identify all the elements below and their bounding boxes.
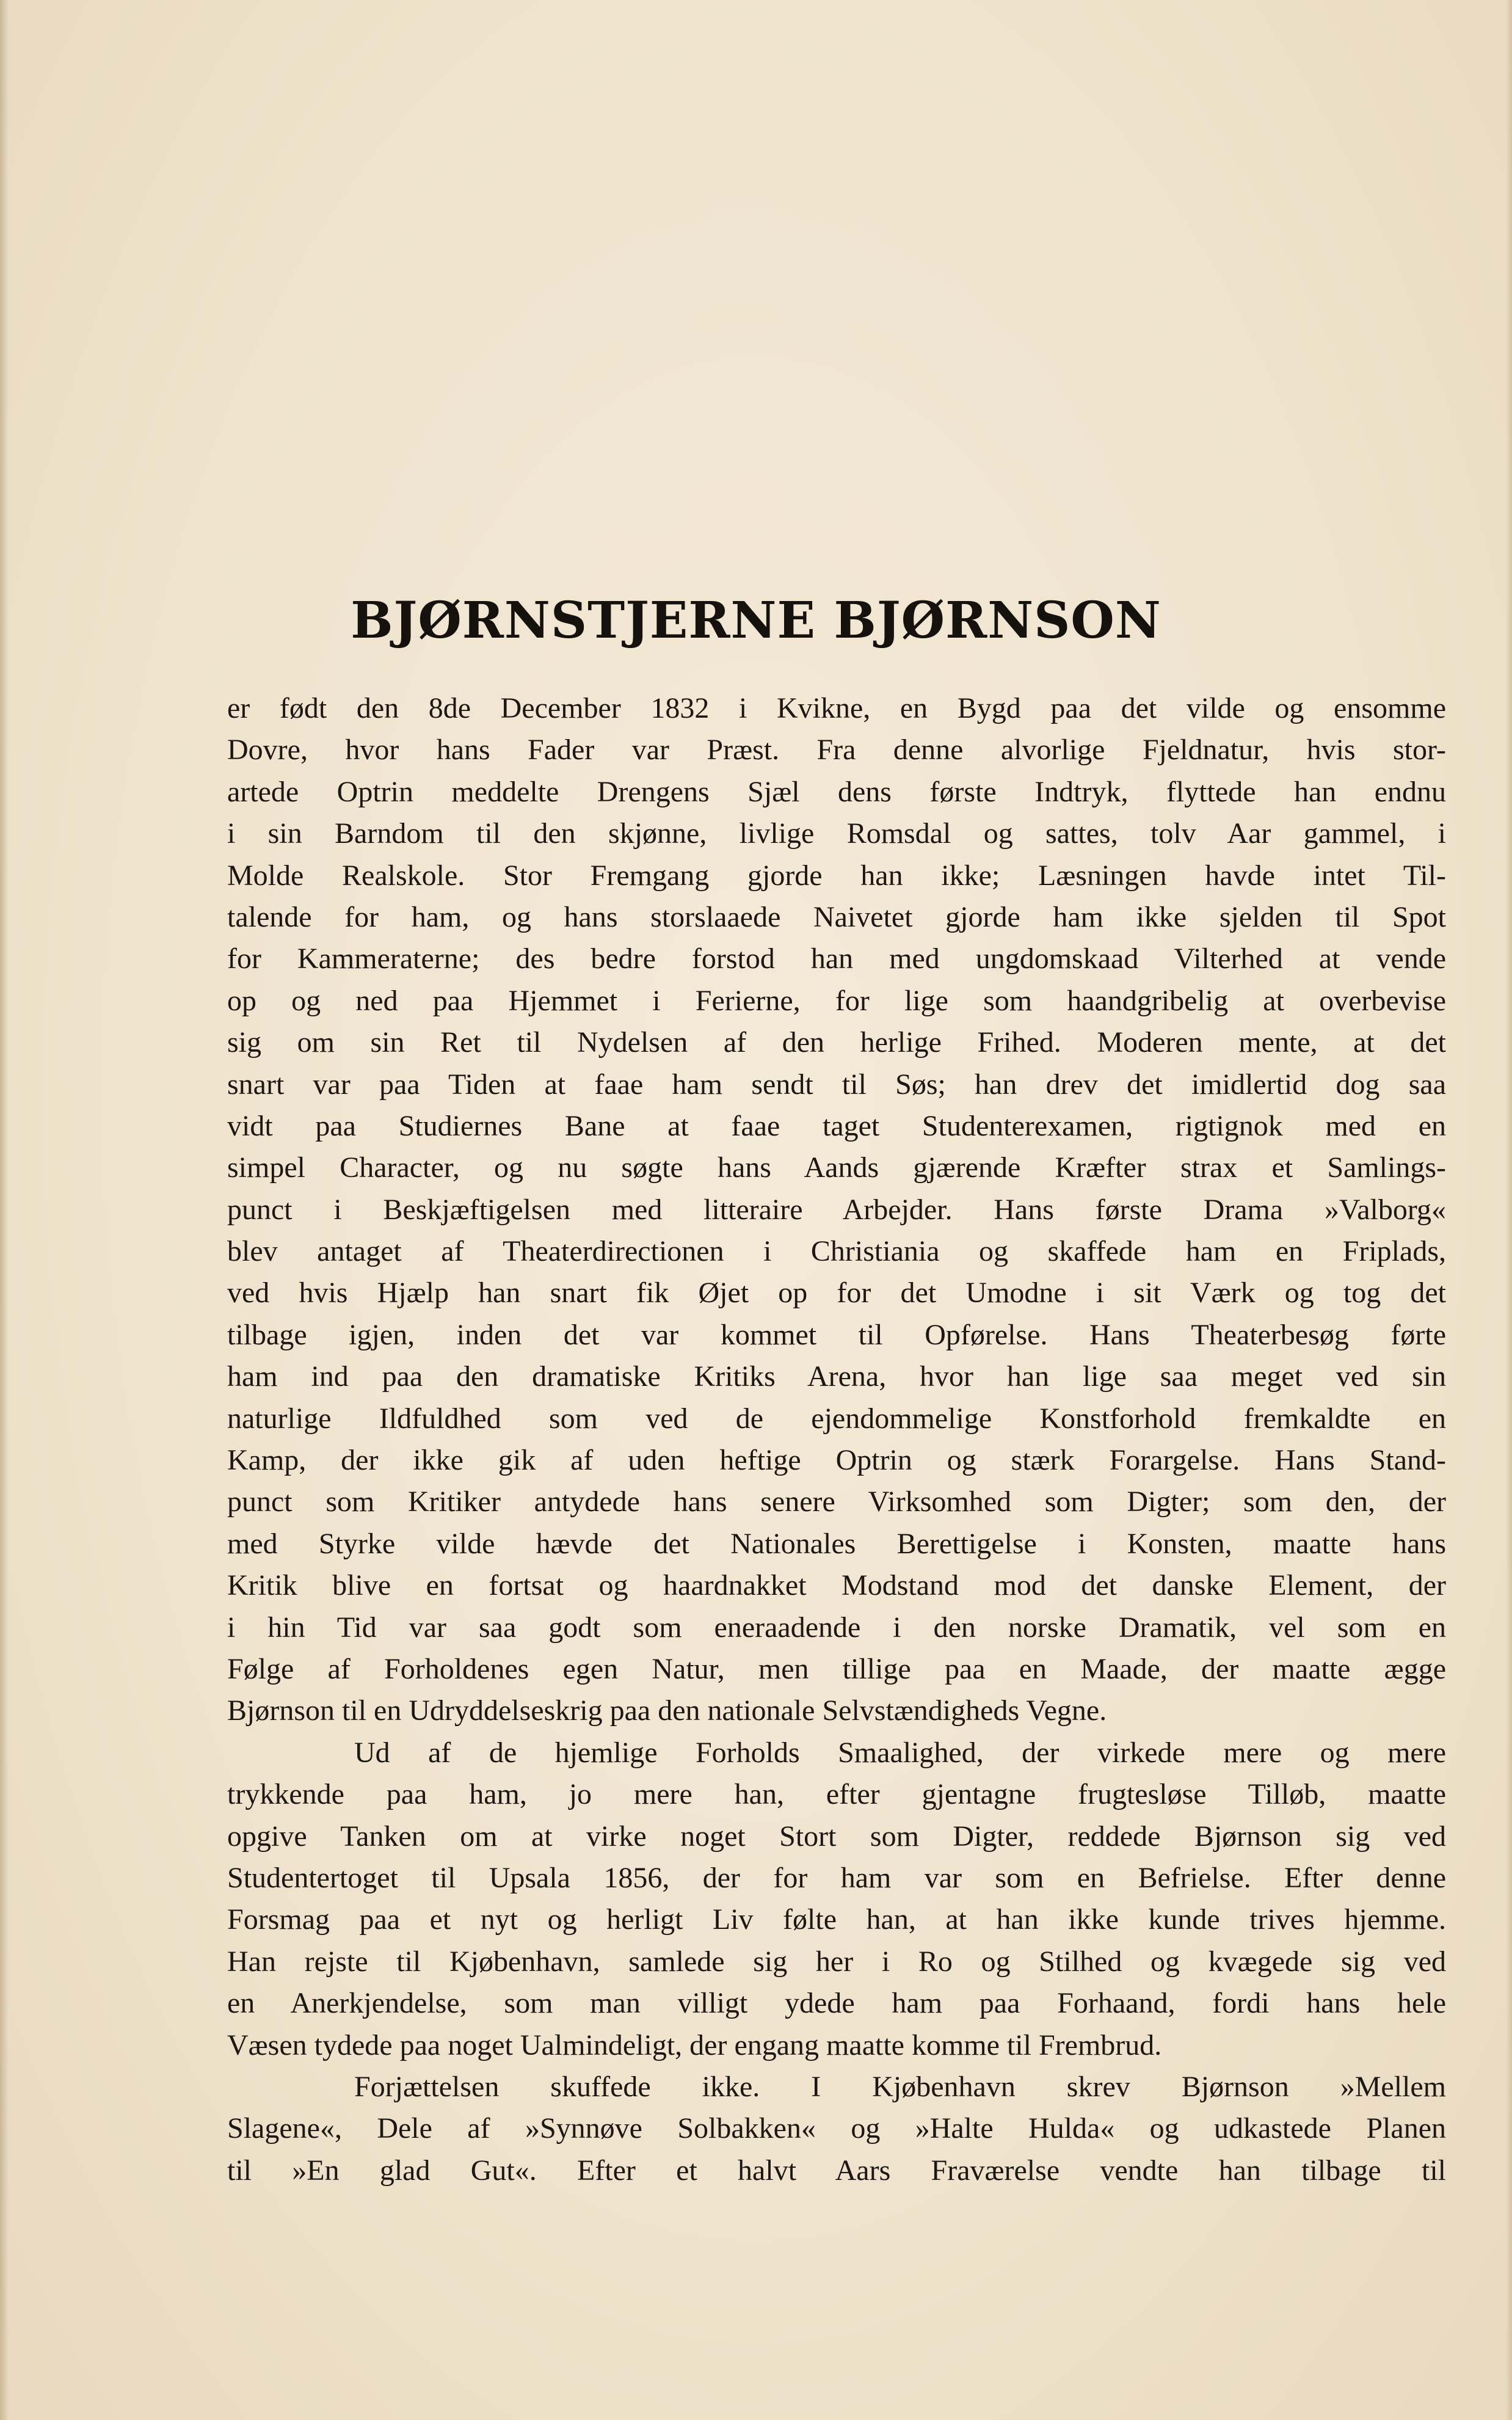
text-line: i sin Barndom til den skjønne, livlige Romsdal og sattes, tolv Aar gammel, i bbox=[227, 817, 1446, 850]
text-line: op og ned paa Hjemmet i Ferierne, for lige som haandgribelig at overbevise bbox=[227, 984, 1446, 1017]
text-line: Slagene«, Dele af »Synnøve Solbakken« og »Halte Hulda« og udkastede Planen bbox=[227, 2112, 1446, 2145]
text-line: med Styrke vilde hævde det Nationales Berettigelse i Konsten, maatte hans bbox=[227, 1527, 1446, 1560]
text-line: Ud af de hjemlige Forholds Smaalighed, der virkede mere og mere bbox=[354, 1736, 1446, 1769]
text-line: blev antaget af Theaterdirectionen i Christiania og skaffede ham en Friplads, bbox=[227, 1235, 1446, 1268]
text-line: Følge af Forholdenes egen Natur, men tillige paa en Maade, der maatte ægge bbox=[227, 1652, 1446, 1685]
text-line: til »En glad Gut«. Efter et halvt Aars Fraværelse vendte han tilbage til bbox=[227, 2154, 1446, 2187]
text-line: punct i Beskjæftigelsen med litteraire Arbejder. Hans første Drama »Valborg« bbox=[227, 1193, 1446, 1226]
text-line: Forsmag paa et nyt og herligt Liv følte han, at han ikke kunde trives hjemme. bbox=[227, 1903, 1446, 1936]
text-line: er født den 8de December 1832 i Kvikne, en Bygd paa det vilde og ensomme bbox=[227, 692, 1446, 724]
text-line: sig om sin Ret til Nydelsen af den herlige Frihed. Moderen mente, at det bbox=[227, 1026, 1446, 1059]
page-left-edge bbox=[0, 0, 9, 2420]
text-line: simpel Character, og nu søgte hans Aands gjærende Kræfter strax et Samlings- bbox=[227, 1151, 1446, 1184]
text-line: Forjættelsen skuffede ikke. I Kjøbenhavn skrev Bjørnson »Mellem bbox=[354, 2070, 1446, 2103]
text-line: Væsen tydede paa noget Ualmindeligt, der engang maatte komme til Frembrud. bbox=[227, 2028, 1162, 2061]
text-line: ham ind paa den dramatiske Kritiks Arena, hvor han lige saa meget ved sin bbox=[227, 1360, 1446, 1393]
text-line: naturlige Ildfuldhed som ved de ejendommelige Konstforhold fremkaldte en bbox=[227, 1402, 1446, 1435]
text-line: Studentertoget til Upsala 1856, der for ham var som en Befrielse. Efter denne bbox=[227, 1861, 1446, 1894]
page-right-edge bbox=[1506, 0, 1512, 2420]
body-text bbox=[227, 688, 1446, 2192]
text-line: Molde Realskole. Stor Fremgang gjorde han ikke; Læsningen havde intet Til- bbox=[227, 859, 1446, 892]
text-line: punct som Kritiker antydede hans senere Virksomhed som Digter; som den, der bbox=[227, 1485, 1446, 1518]
text-line: for Kammeraterne; des bedre forstod han med ungdomskaad Vilterhed at vende bbox=[227, 942, 1446, 975]
text-line: talende for ham, og hans storslaaede Naivetet gjorde ham ikke sjelden til Spot bbox=[227, 900, 1446, 933]
text-line: Dovre, hvor hans Fader var Præst. Fra denne alvorlige Fjeldnatur, hvis stor- bbox=[227, 734, 1446, 767]
text-line: vidt paa Studiernes Bane at faae taget Studenterexamen, rigtignok med en bbox=[227, 1109, 1446, 1142]
text-line: Han rejste til Kjøbenhavn, samlede sig her i Ro og Stilhed og kvægede sig ved bbox=[227, 1945, 1446, 1978]
text-line: opgive Tanken om at virke noget Stort som Digter, reddede Bjørnson sig ved bbox=[227, 1820, 1446, 1853]
text-line: Kritik blive en fortsat og haardnakket Modstand mod det danske Element, der bbox=[227, 1569, 1446, 1602]
text-line: snart var paa Tiden at faae ham sendt til Søs; han drev det imidlertid dog saa bbox=[227, 1068, 1446, 1101]
text-line: en Anerkjendelse, som man villigt ydede ham paa Forhaand, fordi hans hele bbox=[227, 1987, 1446, 2020]
text-line: tilbage igjen, inden det var kommet til Opførelse. Hans Theaterbesøg førte bbox=[227, 1318, 1446, 1351]
text-line: artede Optrin meddelte Drengens Sjæl dens første Indtryk, flyttede han endnu bbox=[227, 775, 1446, 808]
chapter-heading: BJØRNSTJERNE BJØRNSON bbox=[351, 591, 1161, 650]
text-line: Kamp, der ikke gik af uden heftige Optrin og stærk Forargelse. Hans Stand- bbox=[227, 1444, 1446, 1477]
text-line: i hin Tid var saa godt som eneraadende i den norske Dramatik, vel som en bbox=[227, 1611, 1446, 1644]
text-line: Bjørnson til en Udryddelseskrig paa den nationale Selvstændigheds Vegne. bbox=[227, 1694, 1107, 1727]
text-line: ved hvis Hjælp han snart fik Øjet op for det Umodne i sit Værk og tog det bbox=[227, 1277, 1446, 1310]
text-line: trykkende paa ham, jo mere han, efter gjentagne frugtesløse Tilløb, maatte bbox=[227, 1778, 1446, 1811]
